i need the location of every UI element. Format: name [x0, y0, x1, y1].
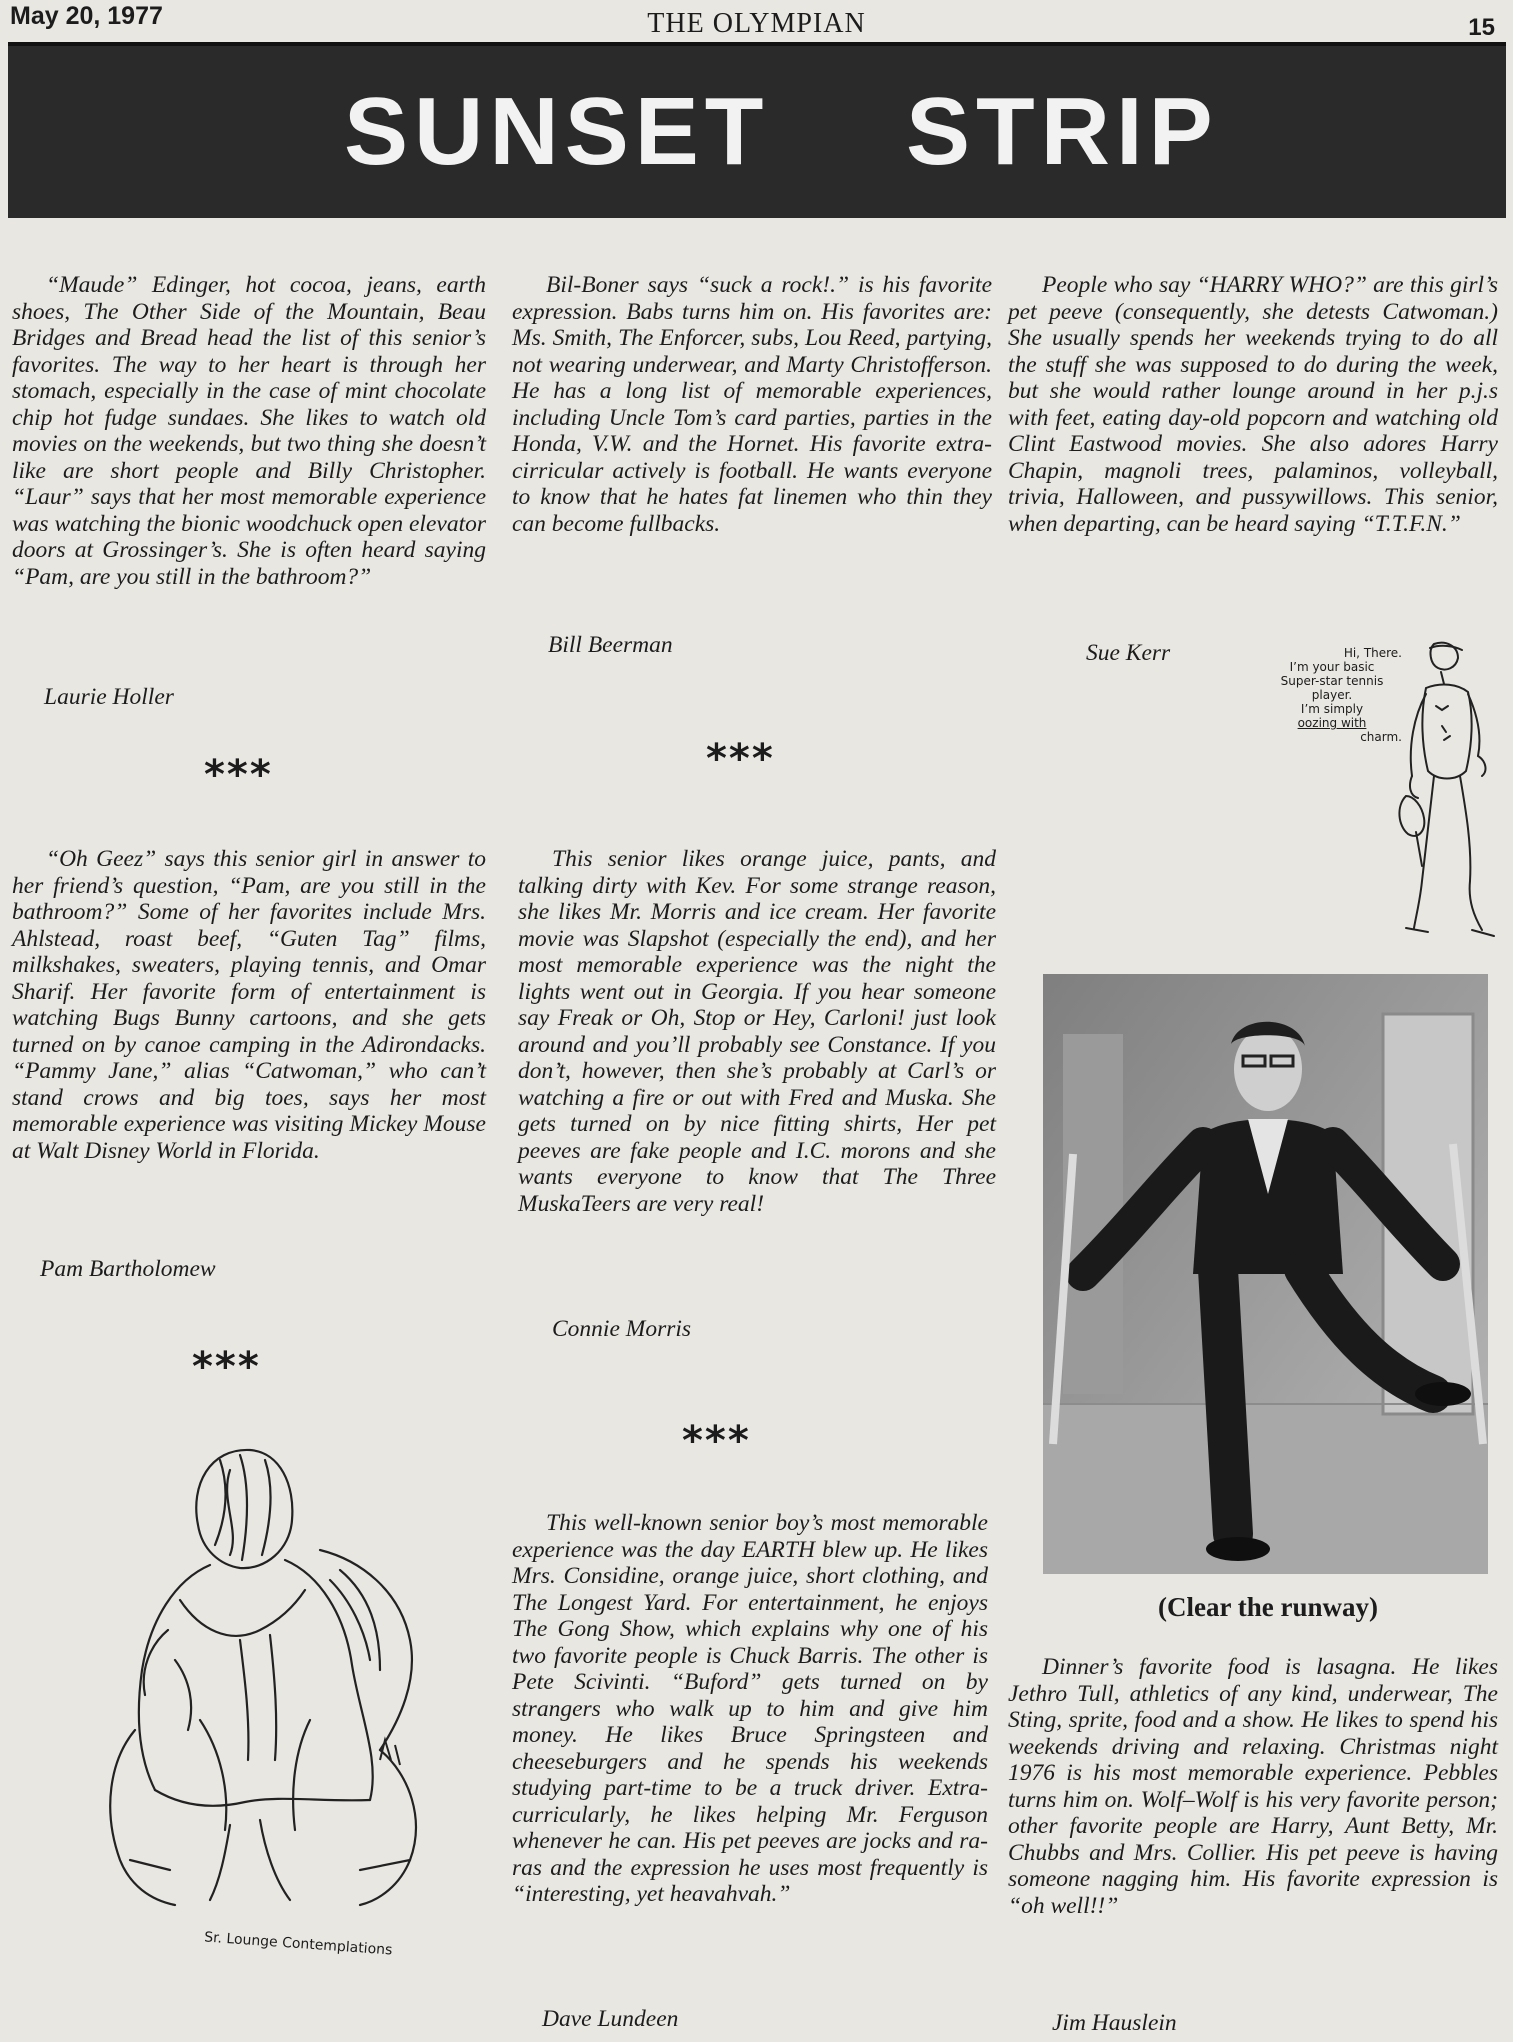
byline-bill: Bill Beerman	[548, 632, 673, 658]
byline-dave: Dave Lundeen	[542, 2006, 679, 2032]
lounge-sketch-illustration	[80, 1430, 460, 1920]
sketch-caption: Sr. Lounge Contemplations	[203, 1929, 393, 1959]
article-text: People who say “HARRY WHO?” are this girl’s pet peeve (consequently, she detests Catwoman.) She usually spends her weekends trying to do all the stuff she was supposed to do during the week, but she would rather lounge around in her p.j.s with feet, eating day-old popcorn and watching old Clint Eastwood movies. She also adores Harry Chapin, magnoli trees, palaminos, volleyball, trivia, Halloween, and pussywillows. This senior, when departing, can be heard saying “T.T.F.N.”	[1008, 272, 1498, 537]
byline-connie: Connie Morris	[552, 1316, 692, 1342]
article-text: This well-known senior boy’s most memorable experience was the day EARTH blew up. He likes Mrs. Considine, orange juice, short clothing, and The Longest Yard. For entertainment, he enjoys The Gong Show, which explains why one of his two favorite people is Chuck Barris. The other is Pete Scivinti. “Buford” gets turned on by strangers who walk up to him and give him money. He likes Bruce Springsteen and cheeseburgers and he spends his weekends studying part-time to be a truck driver. Extra-curricularly, he likes helping Mr. Ferguson whenever he can. His pet peeves are jocks and ra-ras and the expression he uses most frequently is “interesting, yet heavahvah.”	[512, 1510, 988, 1907]
separator-stars: ***	[706, 736, 775, 782]
speech-line: I’m your basic	[1289, 660, 1375, 674]
article-pam	[12, 846, 486, 1164]
article-laurie	[12, 272, 486, 590]
separator-stars: ***	[192, 1344, 261, 1390]
article-dave	[512, 1510, 988, 1908]
byline-laurie: Laurie Holler	[44, 684, 174, 710]
banner-word-sunset: SUNSET	[344, 78, 770, 185]
page-number: 15	[1468, 14, 1495, 41]
section-banner	[8, 42, 1506, 218]
tennis-sketch-speech	[1262, 646, 1402, 744]
article-text: This senior likes orange juice, pants, and talking dirty with Kev. For some strange reason, she likes Mr. Morris and ice cream. Her favorite movie was Slapshot (especially the end), and her most memorable experience was the night the lights went out in Georgia. If you hear someone say Freak or Oh, Stop or Hey, Carloni! just look around and you’ll probably see Constance. If you don’t, however, then she’s probably at Carl’s or watching a fire or out with Fred and Muska. She gets turned on by nice fitting shirts, Her pet peeves are fake people and I.C. morons and she wants everyone to know that The Three MuskaTeers are very real!	[518, 846, 996, 1217]
speech-line: Hi, There.	[1343, 646, 1402, 660]
separator-stars: ***	[204, 752, 273, 798]
article-connie	[518, 846, 996, 1217]
speech-line: charm.	[1360, 730, 1402, 744]
speech-line: Super-star tennis	[1280, 674, 1384, 688]
speech-line: player.	[1311, 688, 1353, 702]
photo-caption: (Clear the runway)	[1158, 1592, 1378, 1622]
separator-stars: ***	[682, 1418, 751, 1464]
article-jim	[1008, 1654, 1498, 1919]
article-text: “Oh Geez” says this senior girl in answer to her friend’s question, “Pam, are you still in the bathroom?” Some of her favorites include Mrs. Ahlstead, roast beef, “Guten Tag” films, milkshakes, sweaters, playing tennis, and Omar Sharif. Her favorite form of entertainment is watching Bugs Bunny cartoons, and she gets turned on by canoe camping in the Adirondacks. “Pammy Jane,” alias “Catwoman,” who can’t stand crows and big toes, says her most memorable experience was visiting Mickey Mouse at Walt Disney World in Florida.	[12, 846, 486, 1164]
byline-pam: Pam Bartholomew	[40, 1256, 216, 1282]
article-text: “Maude” Edinger, hot cocoa, jeans, earth shoes, The Other Side of the Mountain, Beau Bridges and Bread head the list of this senior’s favorites. The way to her heart is through her stomach, especially in the case of mint chocolate chip hot fudge sundaes. She likes to watch old movies on the weekends, but two thing she doesn’t like are short people and Billy Christopher. “Laur” says that her most memorable experience was watching the bionic woodchuck open elevator doors at Grossinger’s. She is often heard saying “Pam, are you still in the bathroom?”	[12, 272, 486, 590]
issue-date: May 20, 1977	[10, 2, 163, 30]
tennis-player-sketch	[1386, 636, 1496, 946]
speech-line: I’m simply	[1300, 702, 1364, 716]
newspaper-name: THE OLYMPIAN	[647, 8, 866, 39]
runway-photo	[1043, 974, 1488, 1574]
article-text: Dinner’s favorite food is lasagna. He likes Jethro Tull, athletics of any kind, underwear, The Sting, sprite, food and a show. He likes to spend his weekends driving and relaxing. Christmas night 1976 is his most memorable experience. Pebbles turns him on. Wolf–Wolf is his very favorite person; other favorite people are Harry, Aunt Betty, Mr. Chubbs and Mrs. Collier. His pet peeve is having someone nagging him. His favorite expression is “oh well!!”	[1008, 1654, 1498, 1919]
byline-sue: Sue Kerr	[1086, 640, 1171, 666]
article-sue	[1008, 272, 1498, 537]
article-bill	[512, 272, 992, 537]
banner-word-strip: STRIP	[906, 78, 1219, 185]
photo-image	[1043, 974, 1488, 1574]
article-text: Bil-Boner says “suck a rock!.” is his favorite expression. Babs turns him on. His favorites are: Ms. Smith, The Enforcer, subs, Lou Reed, partying, not wearing underwear, and Marty Christofferson. He has a long list of memorable experiences, including Uncle Tom’s card parties, parties in the Honda, V.W. and the Hornet. His favorite extra-cirricular actively is football. He wants everyone to know that he hates fat linemen who thin they can become fullbacks.	[512, 272, 992, 537]
byline-jim: Jim Hauslein	[1052, 2010, 1177, 2036]
speech-line: oozing with	[1297, 716, 1367, 730]
